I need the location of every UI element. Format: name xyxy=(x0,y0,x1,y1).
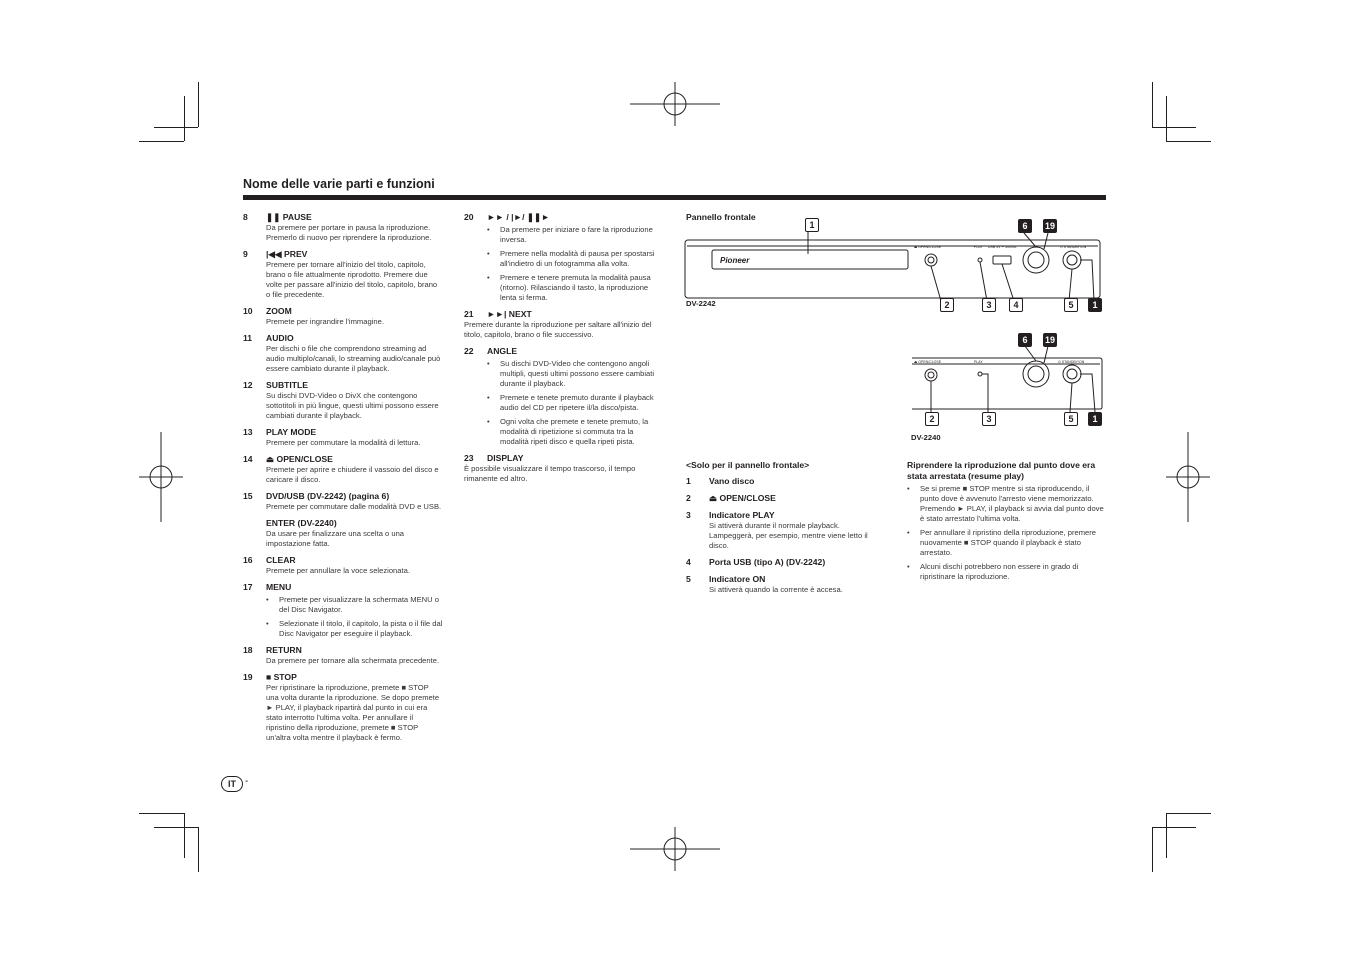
item-heading: Indicatore ON xyxy=(709,574,766,584)
column-2 xyxy=(464,212,664,490)
item-heading: |◀◀ PREV xyxy=(266,249,308,259)
item-number: 13 xyxy=(243,427,253,437)
item-number: 3 xyxy=(686,510,691,520)
callout-3: 3 xyxy=(982,298,996,312)
list-item xyxy=(464,346,664,447)
item-heading: ►► / |►/ ❚❚► xyxy=(487,212,550,222)
callout-19: 19 xyxy=(1044,221,1055,231)
item-heading: ❚❚ PAUSE xyxy=(266,212,312,222)
list-item xyxy=(464,309,664,340)
item-heading: ⏏ OPEN/CLOSE xyxy=(266,454,333,464)
page-number: - xyxy=(245,776,249,787)
list-item xyxy=(243,333,443,374)
item-description: Premere per tornare all'inizio del titolo, capitolo, brano o file attualmente riprodotto. Premere due volte per passare all'inizio del titolo, capitolo, brano o file precedente. xyxy=(266,260,438,299)
resume-section xyxy=(907,460,1107,588)
list-item xyxy=(243,380,443,421)
column-1 xyxy=(243,212,443,749)
item-heading: DISPLAY xyxy=(487,453,524,463)
item-heading: ►►| NEXT xyxy=(487,309,532,319)
item-number: 11 xyxy=(243,333,253,343)
bullet-item: • Selezionate il titolo, il capitolo, la pista o il file dal Disc Navigator per eseguire il playback. xyxy=(266,619,443,639)
item-number: 23 xyxy=(464,453,474,463)
front-only-item xyxy=(686,574,886,595)
callout-6-b: 6 xyxy=(1018,333,1032,347)
item-heading: ZOOM xyxy=(266,306,292,316)
item-heading: PLAY MODE xyxy=(266,427,317,437)
item-heading: DVD/USB (DV-2242) (pagina 6) xyxy=(266,491,390,501)
item-number: 21 xyxy=(464,309,474,319)
item-number: 8 xyxy=(243,212,248,222)
callout-19-b: 19 xyxy=(1044,335,1055,345)
model-label-dv2240: DV-2240 xyxy=(911,433,941,442)
item-heading: MENU xyxy=(266,582,292,592)
bullet-item: • Da premere per iniziare o fare la riproduzione inversa. xyxy=(487,225,664,245)
item-description: Per dischi o file che comprendono streaming ad audio multiplo/canali, lo streaming audio/canale può essere cambiato durante il playback. xyxy=(266,344,441,373)
resume-bullet: • Se si preme ■ STOP mentre si sta riproducendo, il punto dove è avvenuto l'arresto viene memorizzato. Premendo ► PLAY, il playback si avvia dal punto dove è stato arrestato l'ultima volta. xyxy=(907,484,1107,524)
list-item xyxy=(464,212,664,303)
brand-logo-dv2242: Pioneer xyxy=(720,256,750,265)
item-description: È possibile visualizzare il tempo trascorso, il tempo rimanente ed altro. xyxy=(464,464,636,483)
list-item xyxy=(243,212,443,243)
front-only-item xyxy=(686,476,886,487)
list-item xyxy=(243,672,443,743)
resume-bullet: • Alcuni dischi potrebbero non essere in grado di ripristinare la riproduzione. xyxy=(907,562,1107,582)
front-only-heading: <Solo per il pannello frontale> xyxy=(686,460,810,470)
model-label-dv2242: DV-2242 xyxy=(686,299,716,308)
item-description: Si attiverà quando la corrente è accesa. xyxy=(709,585,843,594)
bullet-item: • Su dischi DVD-Video che contengono angoli multipli, questi ultimi possono essere cambiati durante il playback. xyxy=(487,359,664,389)
item-heading: CLEAR xyxy=(266,555,296,565)
callout-2: 2 xyxy=(940,298,954,312)
bullet-item: • Ogni volta che premete e tenete premuto, la modalità di ripetizione si commuta tra la modalità ripeti disco e quella ripeti pista. xyxy=(487,417,664,447)
list-item xyxy=(243,582,443,639)
front-panel-dv2242-diagram xyxy=(684,216,1104,316)
resume-bullets xyxy=(907,484,1107,582)
svg-text:⏏ OPEN/CLOSE: ⏏ OPEN/CLOSE xyxy=(914,360,942,364)
item-description: Premere durante la riproduzione per saltare all'inizio del titolo, capitolo, brano o file successivo. xyxy=(464,320,652,339)
item-number: 14 xyxy=(243,454,253,464)
front-panel-heading: Pannello frontale xyxy=(686,212,756,222)
item-description: Premete per annullare la voce selezionata. xyxy=(266,566,410,575)
item-heading: ⏏ OPEN/CLOSE xyxy=(709,493,776,503)
item-heading: Porta USB (tipo A) (DV-2242) xyxy=(709,557,826,567)
callout-2-b: 2 xyxy=(925,412,939,426)
callout-5: 5 xyxy=(1064,298,1078,312)
item-description: Si attiverà durante il normale playback. Lampeggerà, per esempio, mentre viene letto il disco. xyxy=(709,521,868,550)
list-item xyxy=(243,249,443,300)
bullet-item: • Premere nella modalità di pausa per spostarsi all'indietro di un fotogramma alla volta. xyxy=(487,249,664,269)
item-number: 9 xyxy=(243,249,248,259)
front-only-item xyxy=(686,557,886,568)
item-description: Premete per commutare dalle modalità DVD e USB. xyxy=(266,502,442,511)
callout-3-b: 3 xyxy=(982,412,996,426)
item-number: 18 xyxy=(243,645,253,655)
item-heading: SUBTITLE xyxy=(266,380,309,390)
item-description: Per ripristinare la riproduzione, premete ■ STOP una volta durante la riproduzione. Se dopo premete ► PLAY, il playback ripartirà dal punto in cui era stato interrotto l'ultima volta. Per annullare il ripristino della riproduzione, premete ■ STOP un'altra volta mentre il playback è fermo. xyxy=(266,683,440,742)
callout-1-b: 1 xyxy=(1088,412,1102,426)
front-only-item xyxy=(686,510,886,551)
item-description: Premete per aprire e chiudere il vassoio del disco e caricare il disco. xyxy=(266,465,439,484)
page-title: Nome delle varie parti e funzioni xyxy=(243,177,435,191)
item-number: 22 xyxy=(464,346,474,356)
language-badge: IT xyxy=(221,776,243,792)
resume-heading: Riprendere la riproduzione dal punto dove era stata arrestata (resume play) xyxy=(907,460,1096,481)
item-description: Da usare per finalizzare una scelta o una impostazione fatta. xyxy=(266,529,405,548)
svg-text:PLAY: PLAY xyxy=(974,245,983,249)
item-heading: Vano disco xyxy=(709,476,755,486)
list-item xyxy=(243,306,443,327)
title-rule xyxy=(243,195,1106,200)
svg-text:USB 5V ⎓ 500mA: USB 5V ⎓ 500mA xyxy=(988,245,1017,249)
resume-bullet: • Per annullare il ripristino della riproduzione, premere nuovamente ■ STOP quando il playback è stato arrestato. xyxy=(907,528,1107,558)
callout-1-disc-tray: 1 xyxy=(805,218,819,232)
svg-text:⏻ STANDBY/ON: ⏻ STANDBY/ON xyxy=(1058,360,1085,364)
item-heading: AUDIO xyxy=(266,333,294,343)
item-number: 5 xyxy=(686,574,691,584)
item-number: 2 xyxy=(686,493,691,503)
item-number: 1 xyxy=(686,476,691,486)
item-number: 10 xyxy=(243,306,253,316)
item-number: 20 xyxy=(464,212,474,222)
item-description: Premere per commutare la modalità di lettura. xyxy=(266,438,421,447)
item-heading: ■ STOP xyxy=(266,672,297,682)
item-number: 19 xyxy=(243,672,253,682)
item-description: Da premere per tornare alla schermata precedente. xyxy=(266,656,440,665)
item-description: Da premere per portare in pausa la riproduzione. Premerlo di nuovo per riprendere la riproduzione. xyxy=(266,223,432,242)
front-only-item xyxy=(686,493,886,504)
item-description: Premete per ingrandire l'immagine. xyxy=(266,317,384,326)
svg-text:⏻ STANDBY/ON: ⏻ STANDBY/ON xyxy=(1060,245,1087,249)
item-heading: ANGLE xyxy=(487,346,518,356)
callout-5-b: 5 xyxy=(1064,412,1078,426)
item-number: 17 xyxy=(243,582,253,592)
item-number: 15 xyxy=(243,491,253,501)
list-item xyxy=(243,555,443,576)
callout-4: 4 xyxy=(1009,298,1023,312)
callout-1-standby: 1 xyxy=(1088,298,1102,312)
list-item xyxy=(243,645,443,666)
bullet-item: • Premere e tenere premuta la modalità pausa (ritorno). Rilasciando il tasto, la riproduzione lenta si ferma. xyxy=(487,273,664,303)
bullet-item: • Premete e tenete premuto durante il playback audio del CD per ripetere il/la disco/pista. xyxy=(487,393,664,413)
front-only-list xyxy=(686,460,886,601)
list-item xyxy=(243,454,443,485)
list-item xyxy=(243,491,443,512)
list-item xyxy=(243,427,443,448)
svg-text:PLAY: PLAY xyxy=(974,360,983,364)
item-number: 4 xyxy=(686,557,691,567)
list-item xyxy=(464,453,664,484)
callout-6: 6 xyxy=(1018,219,1032,233)
bullet-item: • Premete per visualizzare la schermata MENU o del Disc Navigator. xyxy=(266,595,443,615)
svg-text:⏏ OPEN/CLOSE: ⏏ OPEN/CLOSE xyxy=(914,245,942,249)
item-number: 12 xyxy=(243,380,253,390)
item-heading: Indicatore PLAY xyxy=(709,510,775,520)
item-heading: RETURN xyxy=(266,645,302,655)
item-number: 16 xyxy=(243,555,253,565)
list-item xyxy=(243,518,443,549)
item-description: Su dischi DVD-Video o DivX che contengono sottotitoli in più lingue, questi ultimi possono essere cambiati durante il playback. xyxy=(266,391,439,420)
item-heading: ENTER (DV-2240) xyxy=(266,518,337,528)
